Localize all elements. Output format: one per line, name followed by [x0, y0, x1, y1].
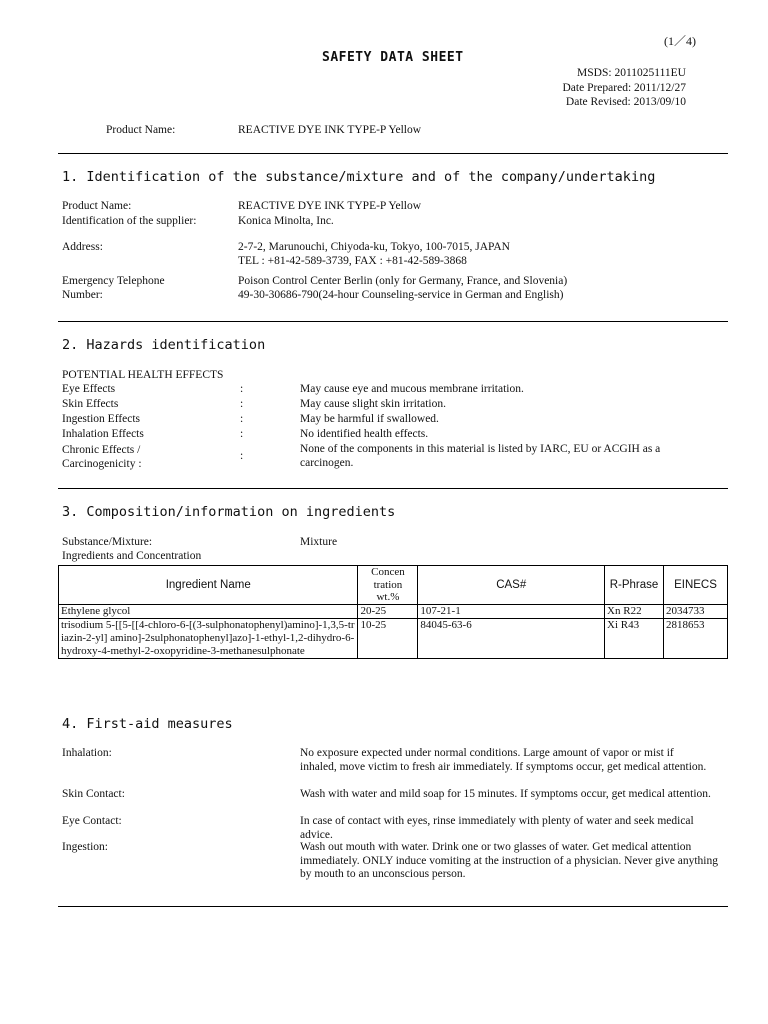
- col-header-ingredient: Ingredient Name: [59, 566, 358, 605]
- cell-ingredient: trisodium 5-[[5-[[4-chloro-6-[(3-sulphonatophenyl)amino]-1,3,5-triazin-2-yl] amino]-2sulphonatophenyl]azo]-1-ethyl-1,2-dihydro-6-hydroxy-4-methyl-2-oxopyridine-3-methanesulphonate: [59, 619, 358, 659]
- s2-item-label: Ingestion Effects: [62, 413, 141, 425]
- s1-emergency-label: Emergency Telephone Number:: [62, 275, 165, 301]
- s2-item-label: Skin Effects: [62, 398, 119, 410]
- cell-concentration: 10-25: [358, 619, 418, 659]
- col-header-cas: CAS#: [418, 566, 605, 605]
- date-prepared: Date Prepared: 2011/12/27: [562, 82, 686, 94]
- cell-einecs: 2034733: [664, 605, 728, 619]
- cell-cas: 107-21-1: [418, 605, 605, 619]
- s4-item-value: In case of contact with eyes, rinse immediately with plenty of water and seek medical advice.: [300, 815, 694, 841]
- s1-address-line2: TEL : +81-42-589-3739, FAX : +81-42-589-3868: [238, 255, 467, 267]
- concentration-header-line: wt.%: [376, 591, 400, 604]
- col-header-concentration: [358, 566, 418, 605]
- s2-item-value: May cause eye and mucous membrane irritation.: [300, 383, 524, 395]
- cell-ingredient: Ethylene glycol: [59, 605, 358, 619]
- s1-emergency-line1: Poison Control Center Berlin (only for Germany, France, and Slovenia): [238, 275, 568, 287]
- s3-substance-value: Mixture: [300, 536, 338, 548]
- page-number: (1／4): [664, 34, 696, 48]
- divider: [58, 488, 728, 489]
- section-4-title: 4. First-aid measures: [62, 716, 233, 732]
- s1-address-line1: 2-7-2, Marunouchi, Chiyoda-ku, Tokyo, 100-7015, JAPAN: [238, 241, 510, 253]
- msds-number: MSDS: 2011025111EU: [577, 67, 686, 79]
- s4-item-label: Eye Contact:: [62, 815, 122, 827]
- s1-product-name-value: REACTIVE DYE INK TYPE-P Yellow: [238, 200, 422, 212]
- s2-item-value: May cause slight skin irritation.: [300, 398, 446, 410]
- cell-cas: 84045-63-6: [418, 619, 605, 659]
- header-product-name-label: Product Name:: [106, 124, 176, 136]
- document-title: SAFETY DATA SHEET: [322, 50, 464, 65]
- s2-subheading: POTENTIAL HEALTH EFFECTS: [62, 369, 224, 381]
- s4-item-value: Wash out mouth with water. Drink one or two glasses of water. Get medical attention immediately. ONLY induce vomiting at the instruction of a physician. Never give anything by mouth to an unconscious person.: [300, 841, 718, 880]
- table-row: [59, 619, 728, 659]
- s4-item-label: Skin Contact:: [62, 788, 125, 800]
- header-product-name-value: REACTIVE DYE INK TYPE-P Yellow: [238, 124, 422, 136]
- table-row: [59, 605, 728, 619]
- s2-colon: :: [240, 383, 244, 395]
- s2-item-value: No identified health effects.: [300, 428, 429, 440]
- s2-item-label: Inhalation Effects: [62, 428, 144, 440]
- cell-rphrase: Xi R43: [605, 619, 664, 659]
- section-2-title: 2. Hazards identification: [62, 337, 266, 353]
- cell-einecs: 2818653: [664, 619, 728, 659]
- s1-supplier-value: Konica Minolta, Inc.: [238, 215, 334, 227]
- s1-product-name-label: Product Name:: [62, 200, 132, 212]
- s2-colon: :: [240, 398, 244, 410]
- s2-colon: :: [240, 428, 244, 440]
- concentration-header-line: tration: [373, 578, 403, 591]
- s4-item-label: Inhalation:: [62, 747, 112, 759]
- divider: [58, 906, 728, 907]
- s1-emergency-line2: 49-30-30686-790(24-hour Counseling-service in German and English): [238, 289, 564, 301]
- s2-item-label: Chronic Effects / Carcinogenicity :: [62, 444, 142, 470]
- cell-rphrase: Xn R22: [605, 605, 664, 619]
- section-1-title: 1. Identification of the substance/mixture and of the company/undertaking: [62, 169, 656, 185]
- col-header-rphrase: R-Phrase: [605, 566, 664, 605]
- s4-item-value: No exposure expected under normal conditions. Large amount of vapor or mist if inhaled, move victim to fresh air immediately. If symptoms occur, get medical attention.: [300, 747, 707, 773]
- s4-item-label: Ingestion:: [62, 841, 108, 853]
- table-header-row: [59, 566, 728, 605]
- ingredients-table: [58, 565, 728, 659]
- section-3-title: 3. Composition/information on ingredients: [62, 504, 396, 520]
- s2-item-label: Eye Effects: [62, 383, 116, 395]
- date-revised: Date Revised: 2013/09/10: [565, 96, 686, 108]
- s1-address-label: Address:: [62, 241, 103, 253]
- divider: [58, 321, 728, 322]
- s1-supplier-label: Identification of the supplier:: [62, 215, 197, 227]
- s4-item-value: Wash with water and mild soap for 15 minutes. If symptoms occur, get medical attention.: [300, 788, 711, 800]
- s2-item-value: May be harmful if swallowed.: [300, 413, 439, 425]
- s2-item-value: None of the components in this material is listed by IARC, EU or ACGIH as a carcinogen.: [300, 443, 661, 469]
- s2-colon: :: [240, 450, 244, 462]
- col-header-einecs: EINECS: [664, 566, 728, 605]
- s3-substance-label: Substance/Mixture:: [62, 536, 153, 548]
- cell-concentration: 20-25: [358, 605, 418, 619]
- divider: [58, 153, 728, 154]
- s3-ingredients-label: Ingredients and Concentration: [62, 550, 202, 562]
- concentration-header-line: Concen: [371, 566, 405, 579]
- s2-colon: :: [240, 413, 244, 425]
